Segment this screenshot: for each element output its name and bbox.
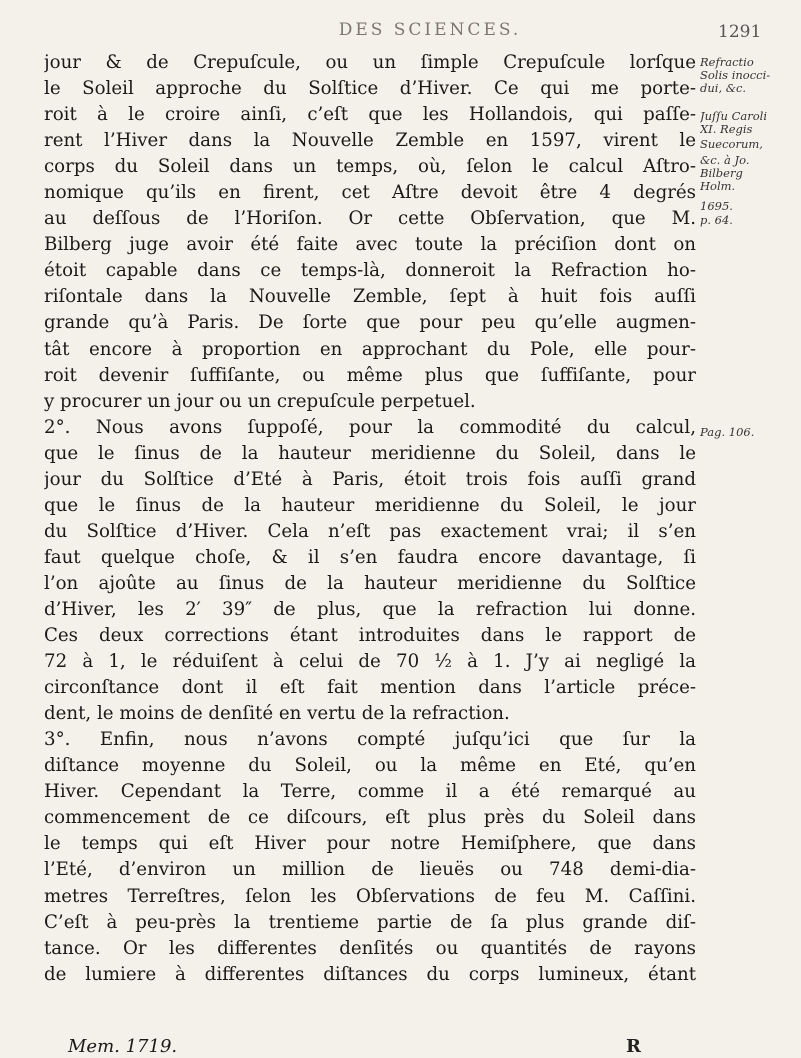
margin-note: dui, &c. [700, 82, 747, 95]
margin-note: XI. Regis [700, 123, 753, 136]
text-line: diſtance moyenne du Soleil, ou la même en Eté, qu’en [44, 755, 696, 777]
text-line: 2°. Nous avons ſuppoſé, pour la commodité du calcul, [44, 416, 696, 438]
page-number: 1291 [718, 22, 762, 42]
text-line: de lumiere à differentes diſtances du corps lumineux, étant [44, 963, 696, 985]
margin-note: p. 64. [700, 214, 733, 227]
text-line: nomique qu’ils en firent, cet Aſtre devoit être 4 degrés [44, 182, 696, 204]
text-line: faut quelque choſe, & il s’en faudra encore davantage, ſi [44, 546, 696, 568]
text-line: riſontale dans la Nouvelle Zemble, ſept à huit fois auſſi [44, 286, 696, 308]
text-line: commencement de ce diſcours, eſt plus près du Soleil dans [44, 807, 696, 829]
text-line: du Solſtice d’Hiver. Cela n’eſt pas exactement vrai; il s’en [44, 520, 696, 542]
text-line: roit à le croire ainſi, c’eſt que les Hollandois, qui paſſe- [44, 104, 696, 126]
margin-note: 1695. [700, 200, 733, 213]
text-line: jour du Solſtice d’Eté à Paris, étoit trois fois auſſi grand [44, 468, 696, 490]
text-line: Hiver. Cependant la Terre, comme il a été remarqué au [44, 781, 696, 803]
text-line: l’on ajoûte au ſinus de la hauteur meridienne du Solſtice [44, 572, 696, 594]
margin-note: Pag. 106. [700, 426, 755, 439]
text-line: Ces deux corrections étant introduites dans le rapport de [44, 625, 696, 647]
text-line: metres Terreſtres, ſelon les Obſervations de feu M. Caſſini. [44, 885, 696, 907]
text-line: au deſſous de l’Horiſon. Or cette Obſervation, que M. [44, 208, 696, 230]
text-line: circonſtance dont il eſt fait mention dans l’article préce- [44, 677, 696, 699]
text-line: d’Hiver, les 2′ 39″ de plus, que la refraction lui donne. [44, 598, 696, 620]
text-line: l’Eté, d’environ un million de lieuës ou 748 demi-dia- [44, 859, 696, 881]
journal-footer: Mem. 1719. [68, 1036, 178, 1057]
margin-note: Holm. [700, 180, 736, 193]
text-line: grande qu’à Paris. De ſorte que pour peu qu’elle augmen- [44, 312, 696, 334]
margin-note: Suecorum, [700, 138, 763, 151]
text-line: 3°. Enfin, nous n’avons compté juſqu’ici que ſur la [44, 729, 696, 751]
running-title: DES SCIENCES. [338, 20, 522, 40]
signature-mark: R [626, 1036, 641, 1057]
margin-note: Juſſu Caroli [700, 110, 768, 123]
margin-note: &c. à Jo. [700, 154, 750, 167]
text-line: Bilberg juge avoir été faite avec toute la préciſion dont on [44, 234, 696, 256]
margin-note: Bilberg [700, 167, 743, 180]
text-line: rent l’Hiver dans la Nouvelle Zemble en 1597, virent le [44, 130, 696, 152]
text-line: 72 à 1, le réduiſent à celui de 70 ½ à 1. J’y ai negligé la [44, 651, 696, 673]
text-line: le Soleil approche du Solſtice d’Hiver. Ce qui me porte- [44, 78, 696, 100]
text-line: étoit capable dans ce temps-là, donneroit la Refraction ho- [44, 260, 696, 282]
text-line: que le ſinus de la hauteur meridienne du Soleil, dans le [44, 442, 696, 464]
text-line: tance. Or les differentes denſités ou quantités de rayons [44, 937, 696, 959]
text-line: dent, le moins de denſité en vertu de la refraction. [44, 703, 510, 725]
text-line: y procurer un jour ou un crepuſcule perpetuel. [44, 390, 476, 412]
margin-note: Solis inocci- [700, 69, 771, 82]
text-line: corps du Soleil dans un temps, où, ſelon le calcul Aſtro- [44, 156, 696, 178]
text-line: que le ſinus de la hauteur meridienne du Soleil, le jour [44, 494, 696, 516]
margin-note: Refractio [700, 56, 754, 69]
text-line: le temps qui eſt Hiver pour notre Hemiſphere, que dans [44, 833, 696, 855]
text-line: roit devenir ſuffiſante, ou même plus que ſuffiſante, pour [44, 364, 696, 386]
text-line: tât encore à proportion en approchant du Pole, elle pour- [44, 338, 696, 360]
text-line: C’eſt à peu-près la trentieme partie de ſa plus grande diſ- [44, 911, 696, 933]
main-text-block [44, 50, 696, 988]
text-line: jour & de Crepuſcule, ou un ſimple Crepuſcule lorſque [44, 52, 696, 73]
